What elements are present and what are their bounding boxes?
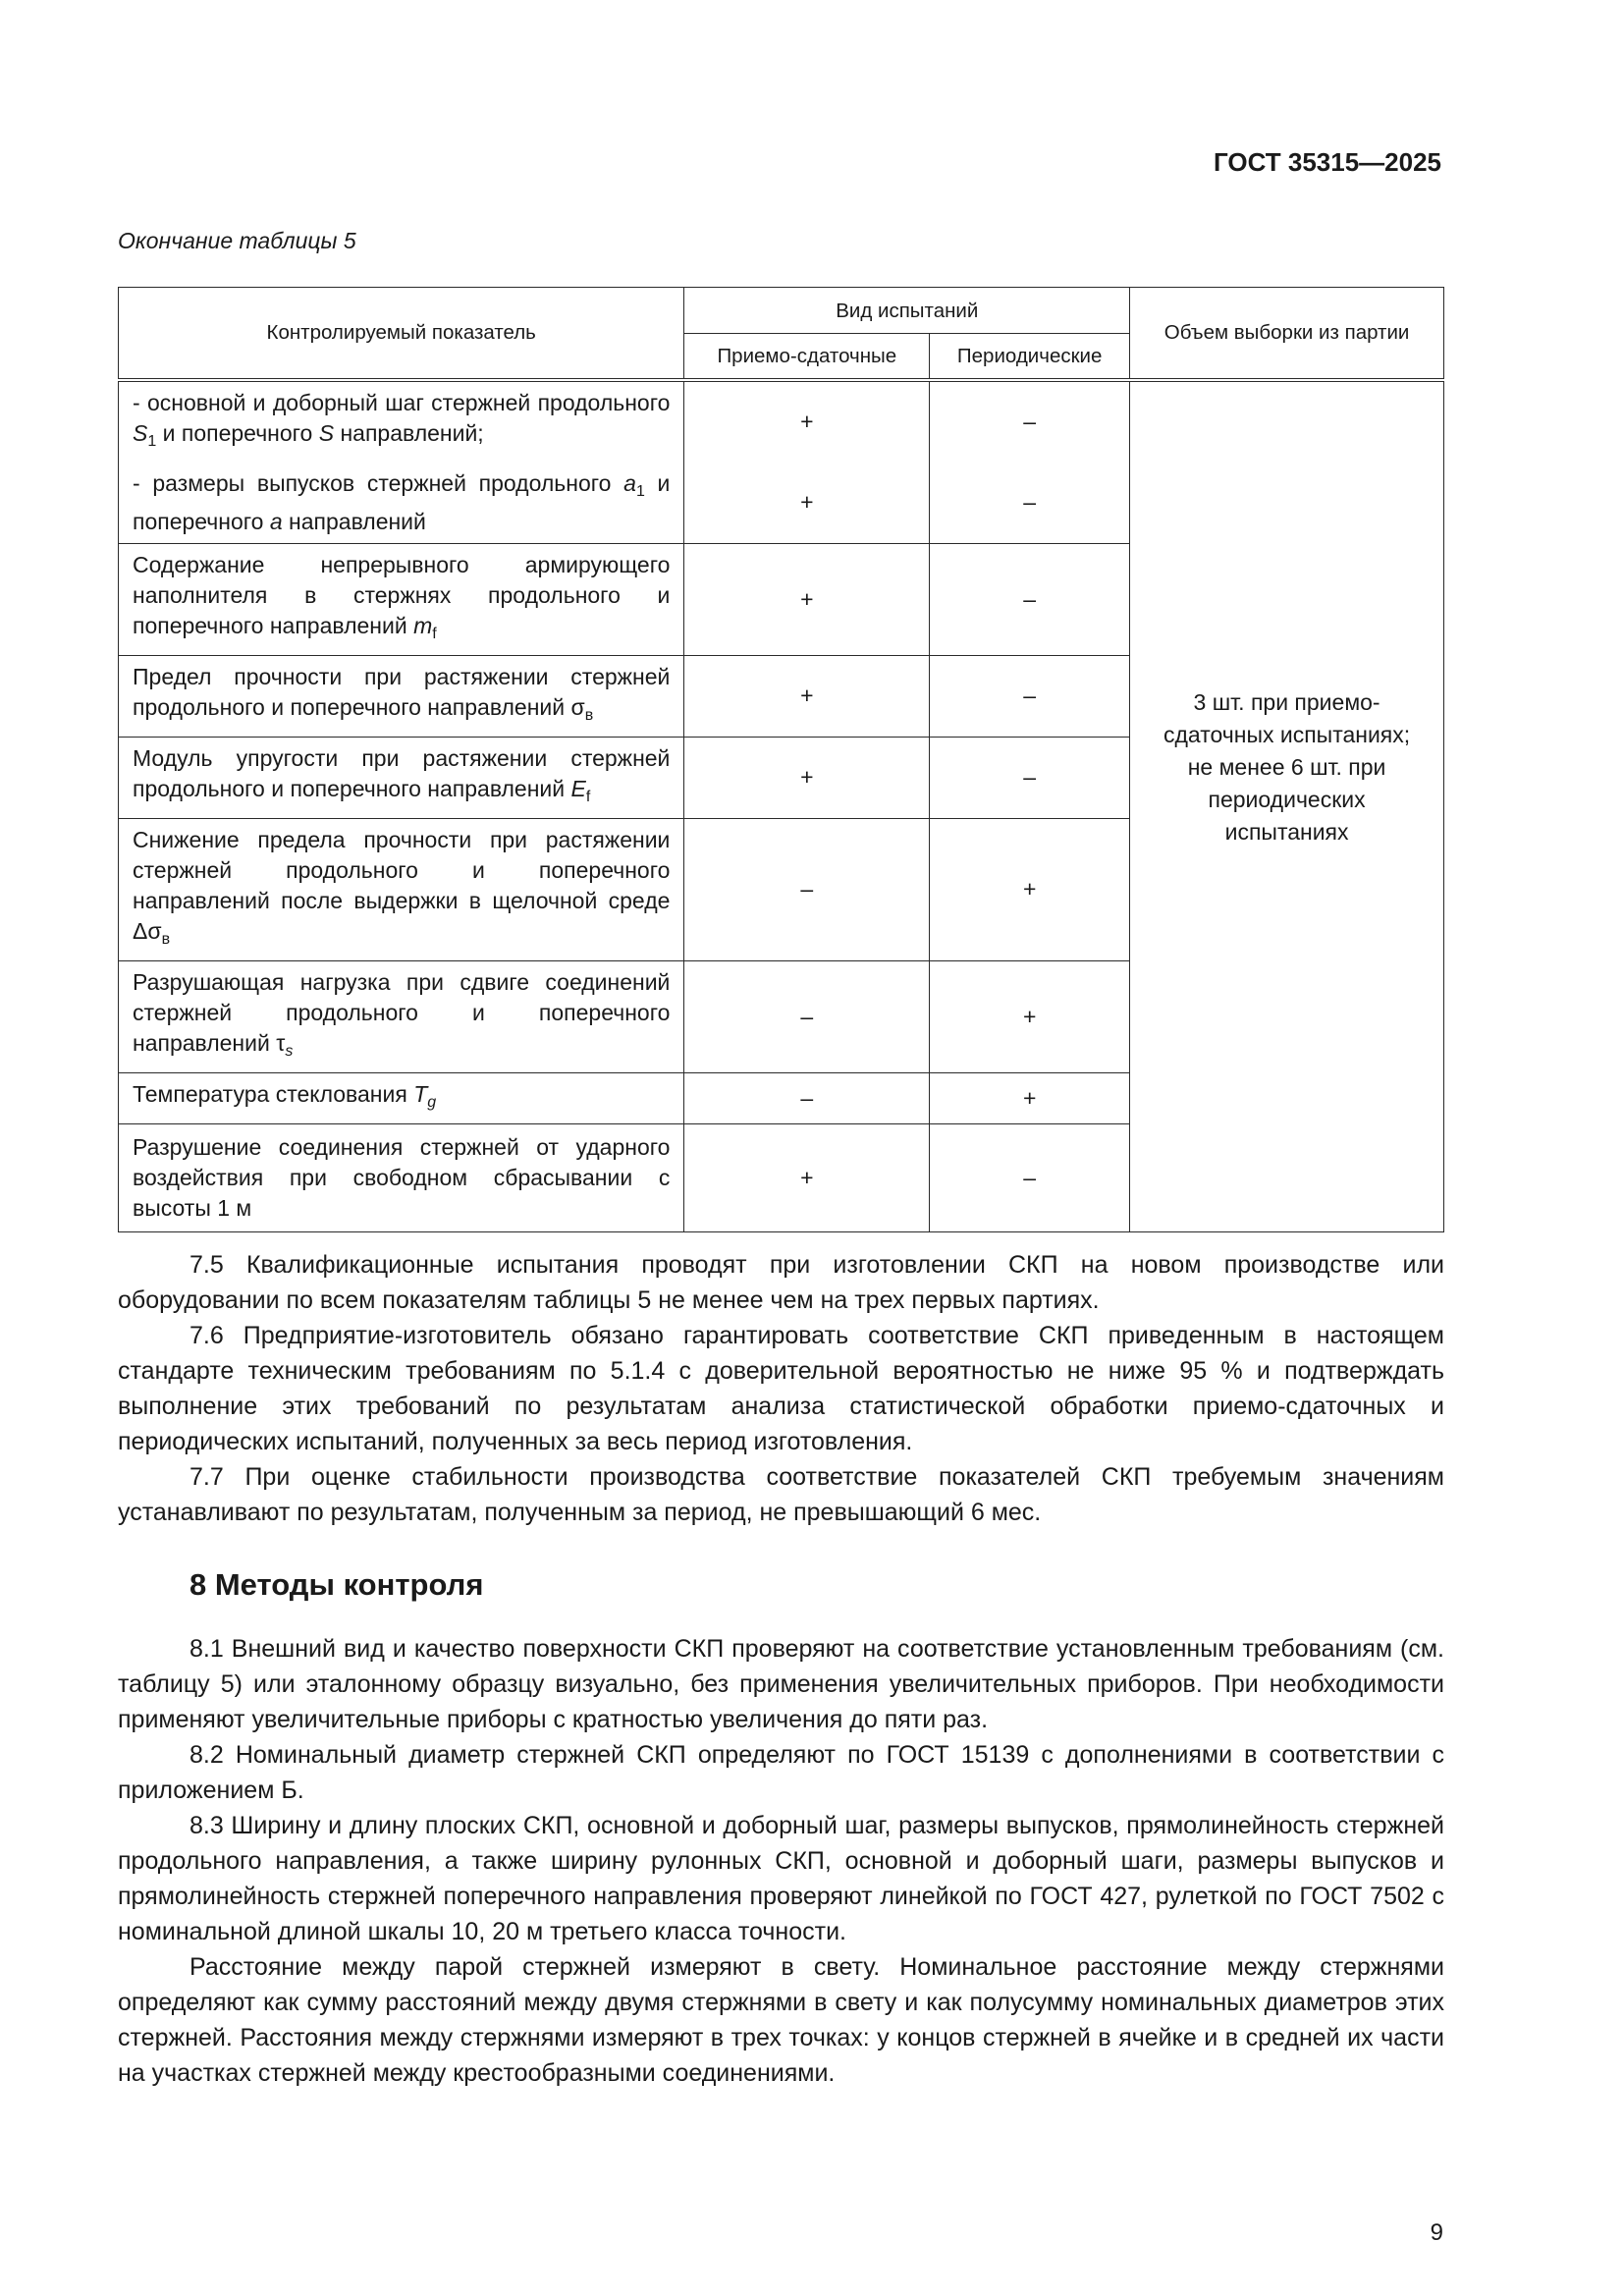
indicator-cell: Содержание непрерывного армирующего наполнителя в стержнях продольного и поперечного направлений $m_f$: [119, 543, 684, 655]
paragraph-distance: Расстояние между парой стержней измеряют в свету. Номинальное расстояние между стержнями определяют как сумму расстояний между двумя стержнями в свету и как полусумму номинальных диаметров этих стержней. Расстояния между стержнями измеряют в трех точках: у концов стержней в ячейке и в средней их части на участках стержней между крестообразными соединениями.: [118, 1953, 1444, 2087]
periodic-mark: –: [930, 655, 1130, 737]
periodic-mark: –: [930, 543, 1130, 655]
acceptance-mark: +: [684, 380, 930, 463]
acceptance-mark: +: [684, 463, 930, 544]
document-code: ГОСТ 35315—2025: [1214, 147, 1441, 177]
section-heading: 8 Методы контроля: [189, 1567, 484, 1602]
paragraph-8-1: 8.1 Внешний вид и качество поверхности СКП проверяют на соответствие установленным требованиям (см. таблицу 5) или эталонному образцу визуально, без применения увеличительных приборов. При необходимости применяют увеличительные приборы с кратностью увеличения до пяти раз.: [118, 1635, 1444, 1733]
paragraph-8-3: 8.3 Ширину и длину плоских СКП, основной и доборный шаг, размеры выпусков, прямолинейность стержней продольного направления, а также ширину рулонных СКП, основной и доборный шаги, размеры выпусков и прямолинейность стержней поперечного направления проверяют линейкой по ГОСТ 427, рулеткой по ГОСТ 7502 с номинальной длиной шкалы 10, 20 м третьего класса точности.: [118, 1812, 1444, 1945]
paragraph-7-7: 7.7 При оценке стабильности производства соответствие показателей СКП требуемым значениям устанавливают по результатам, полученным за период, не превышающий 6 мес.: [118, 1463, 1444, 1526]
acceptance-mark: –: [684, 818, 930, 960]
col-header-indicator: Контролируемый показатель: [119, 288, 684, 380]
section-8-text: [118, 1631, 1444, 2091]
paragraph-7-5: 7.5 Квалификационные испытания проводят при изготовлении СКП на новом производстве или оборудовании по всем показателям таблицы 5 не менее чем на трех первых партиях.: [118, 1251, 1444, 1314]
control-table: [118, 287, 1444, 1232]
acceptance-mark: +: [684, 543, 930, 655]
indicator-cell: Снижение предела прочности при растяжении стержней продольного и поперечного направлений после выдержки в щелочной среде $\Delta\sigma_в$: [119, 818, 684, 960]
periodic-mark: +: [930, 818, 1130, 960]
col-header-sample: Объем выборки из партии: [1130, 288, 1444, 380]
acceptance-mark: +: [684, 737, 930, 818]
indicator-cell: - размеры выпусков стержней продольного $a_1$ и поперечного a направлений: [119, 463, 684, 544]
indicator-cell: Температура стеклования $T_g$: [119, 1072, 684, 1123]
table-caption: Окончание таблицы 5: [118, 228, 356, 253]
indicator-cell: - основной и доборный шаг стержней продольного $S_1$ и поперечного S направлений;: [119, 380, 684, 463]
indicator-cell: Предел прочности при растяжении стержней продольного и поперечного направлений $\sigma_в$: [119, 655, 684, 737]
acceptance-mark: –: [684, 1072, 930, 1123]
indicator-cell: Разрушение соединения стержней от ударного воздействия при свободном сбрасывании с высоты 1 м: [119, 1123, 684, 1231]
paragraph-7-6: 7.6 Предприятие-изготовитель обязано гарантировать соответствие СКП приведенным в настоящем стандарте техническим требованиям по 5.1.4 с доверительной вероятностью не ниже 95 % и подтверждать выполнение этих требований по результатам анализа статистической обработки приемо-сдаточных и периодических испытаний, полученных за весь период изготовления.: [118, 1322, 1444, 1455]
section-7-text: [118, 1247, 1444, 1530]
col-header-periodic: Периодические: [930, 334, 1130, 380]
indicator-cell: Разрушающая нагрузка при сдвиге соединений стержней продольного и поперечного направлений $\tau_s$: [119, 960, 684, 1072]
sample-size-cell: 3 шт. при приемо-сдаточных испытаниях; не менее 6 шт. при периодических испытаниях: [1130, 380, 1444, 1232]
col-header-acceptance: Приемо-сдаточные: [684, 334, 930, 380]
periodic-mark: –: [930, 380, 1130, 463]
indicator-cell: Модуль упругости при растяжении стержней продольного и поперечного направлений $E_f$: [119, 737, 684, 818]
acceptance-mark: +: [684, 1123, 930, 1231]
page-number: 9: [1430, 2219, 1443, 2246]
periodic-mark: –: [930, 1123, 1130, 1231]
acceptance-mark: –: [684, 960, 930, 1072]
col-header-test-type: Вид испытаний: [684, 288, 1130, 334]
periodic-mark: +: [930, 960, 1130, 1072]
table-row: [119, 380, 1444, 463]
periodic-mark: +: [930, 1072, 1130, 1123]
acceptance-mark: +: [684, 655, 930, 737]
paragraph-8-2: 8.2 Номинальный диаметр стержней СКП определяют по ГОСТ 15139 с дополнениями в соответствии с приложением Б.: [118, 1741, 1444, 1804]
periodic-mark: –: [930, 463, 1130, 544]
periodic-mark: –: [930, 737, 1130, 818]
